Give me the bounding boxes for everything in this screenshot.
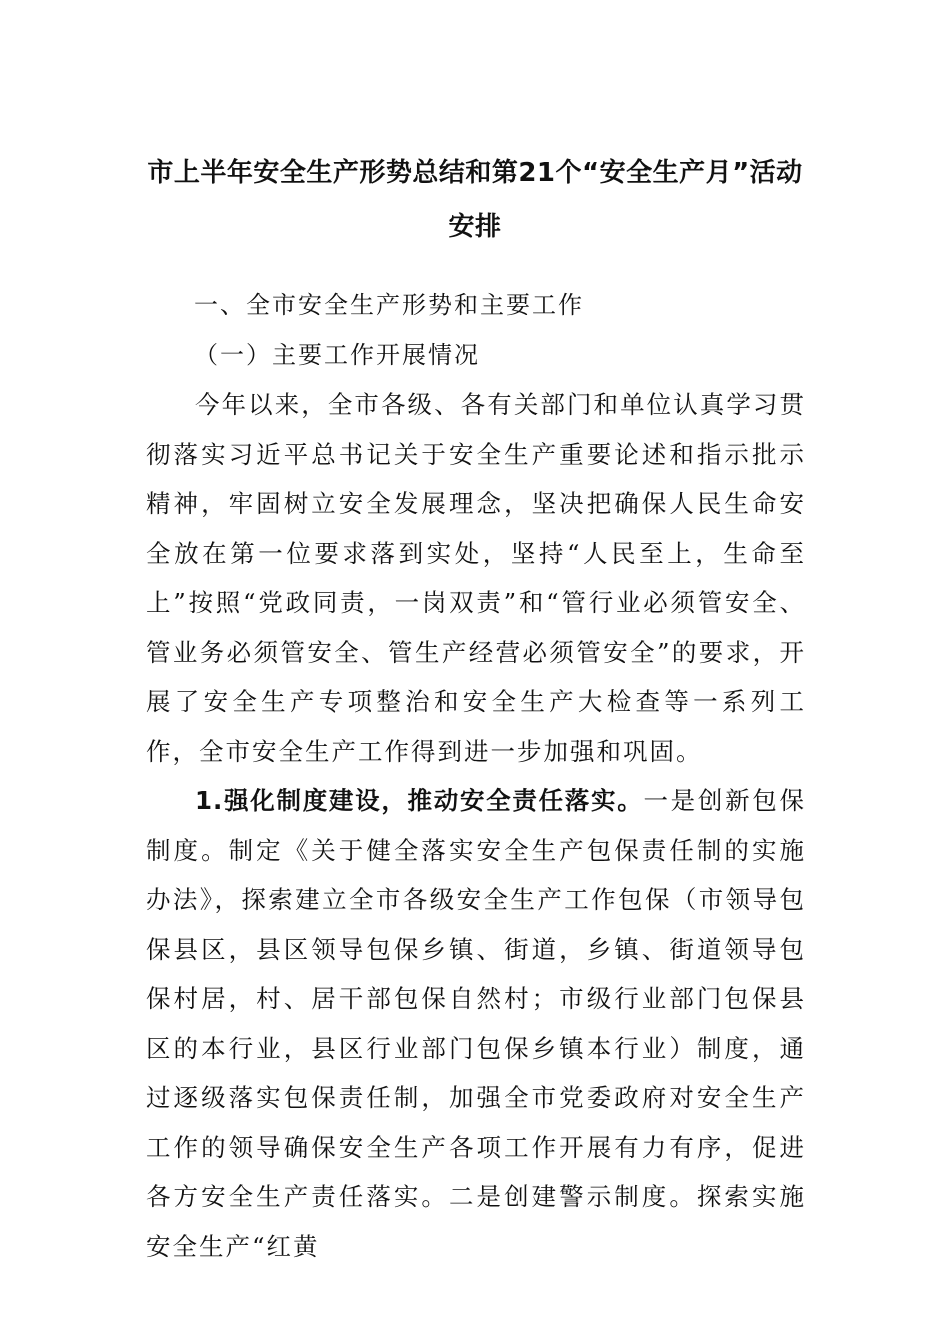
title-line-2: 安排 (448, 212, 502, 242)
item-1-lead: 1.强化制度建设，推动安全责任落实。 (195, 786, 644, 815)
subsection-heading: （一）主要工作开展情况 (194, 341, 480, 369)
section-heading: 一、全市安全生产形势和主要工作 (194, 291, 584, 319)
item-1-paragraph (146, 776, 806, 1271)
document-title (140, 146, 810, 254)
title-line-1: 市上半年安全生产形势总结和第21个“安全生产月”活动 (147, 158, 803, 188)
intro-paragraph: 今年以来，全市各级、各有关部门和单位认真学习贯彻落实习近平总书记关于安全生产重要论述和指示批示精神，牢固树立安全发展理念，坚决把确保人民生命安全放在第一位要求落到实处，坚持“人民至上，生命至上”按照“党政同责，一岗双责”和“管行业必须管安全、管业务必须管安全、管生产经营必须管安全”的要求，开展了安全生产专项整治和安全生产大检查等一系列工作，全市安全生产工作得到进一步加强和巩固。 (146, 390, 806, 766)
document-body (146, 280, 806, 1271)
item-1-body: 一是创新包保制度。制定《关于健全落实安全生产包保责任制的实施办法》，探索建立全市各级安全生产工作包保（市领导包保县区，县区领导包保乡镇、街道，乡镇、街道领导包保村居，村、居干部包保自然村；市级行业部门包保县区的本行业，县区行业部门包保乡镇本行业）制度，通过逐级落实包保责任制，加强全市党委政府对安全生产工作的领导确保安全生产各项工作开展有力有序，促进各方安全生产责任落实。二是创建警示制度。探索实施安全生产“红黄 (146, 786, 807, 1261)
